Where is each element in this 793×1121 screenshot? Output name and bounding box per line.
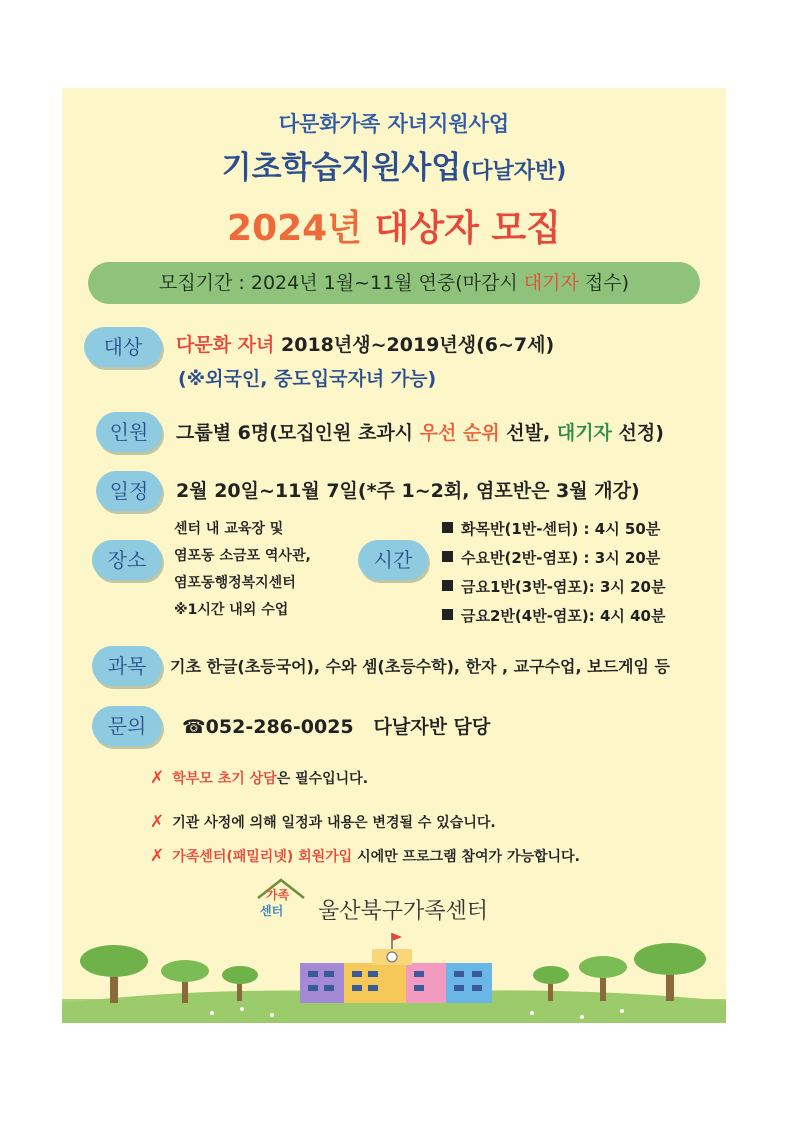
period-prefix: 모집기간 : 2024년 1월~11월 연중(마감시 [158,272,524,294]
target-label: 대상 [84,327,162,367]
poster [62,88,726,1023]
time-item: 화목반(1반-센터) : 4시 50분 [442,515,666,544]
program-title [62,142,726,187]
target-note: (※외국인, 중도입국자녀 가능) [178,368,437,390]
program-title-main: 기초학습지원사업 [221,150,462,186]
logo-text-center: 센터 [260,904,284,918]
family-center-logo [254,874,308,928]
check-mark-icon: ✗ [150,846,165,866]
logo-text-family: 가족 [266,888,290,902]
capacity-priority: 우선 순위 [419,422,500,444]
schedule-text: 2월 20일~11월 7일(*주 1~2회, 염포반은 3월 개강) [176,480,640,502]
bullet-square-icon [442,551,453,562]
place-line: 센터 내 교육장 및 [174,521,284,537]
check-mark-icon: ✗ [150,812,165,832]
time-item: 금요2반(4반-염포): 4시 40분 [442,602,666,631]
recruit-text: 대상자 모집 [374,208,561,249]
bullet-square-icon [442,522,453,533]
phone-icon: ☎ [182,716,206,738]
program-title-sub: (다날자반) [461,159,567,184]
notice-item: ✗ 가족센터(패밀리넷) 회원가입 시에만 프로그램 참여가 가능합니다. [150,846,580,866]
period-highlight: 대기자 [523,272,579,294]
contact-line [182,712,490,739]
time-list [442,515,666,631]
place-note: ※1시간 내외 수업 [174,602,289,618]
bullet-square-icon [442,609,453,620]
organization-name: 울산북구가족센터 [318,899,489,924]
notice-item: ✗ 기관 사정에 의해 일정과 내용은 변경될 수 있습니다. [150,812,496,832]
subject-text: 기초 한글(초등국어), 수와 셈(초등수학), 한자 , 교구수업, 보드게임 등 [170,657,670,676]
capacity-text [176,418,664,445]
recruit-year: 2024년 [227,208,362,249]
check-mark-icon: ✗ [150,768,165,788]
place-list [174,516,311,624]
place-label: 장소 [92,540,162,580]
capacity-part1: 그룹별 6명(모집인원 초과시 [176,422,420,444]
subject-label: 과목 [92,646,162,686]
target-range: 2018년생~2019년생(6~7세) [274,334,555,356]
target-text [176,330,554,357]
school-landscape-illustration [62,933,726,1023]
capacity-label: 인원 [96,412,162,452]
place-line: 염포동행정복지센터 [174,575,296,591]
schedule-label: 일정 [96,471,162,511]
capacity-part2: 선발, [499,422,557,444]
notice-item: ✗ 학부모 초기 상담은 필수입니다. [150,768,369,788]
time-item: 수요반(2반-염포) : 3시 20분 [442,544,666,573]
capacity-waitlist: 대기자 [556,422,612,444]
contact-phone: 052-286-0025 [205,716,354,738]
program-category: 다문화가족 자녀지원사업 [278,112,510,136]
period-suffix: 접수) [578,272,630,294]
capacity-part3: 선정) [611,422,664,444]
bullet-square-icon [442,580,453,591]
time-item: 금요1반(3반-염포): 3시 20분 [442,573,666,602]
place-line: 염포동 소금포 역사관, [174,548,311,564]
contact-label: 문의 [92,706,162,746]
time-label: 시간 [358,540,428,580]
contact-owner: 다날자반 담당 [373,716,491,738]
recruit-period-banner [88,262,700,304]
target-highlight: 다문화 자녀 [176,334,275,356]
recruit-headline [62,200,726,251]
